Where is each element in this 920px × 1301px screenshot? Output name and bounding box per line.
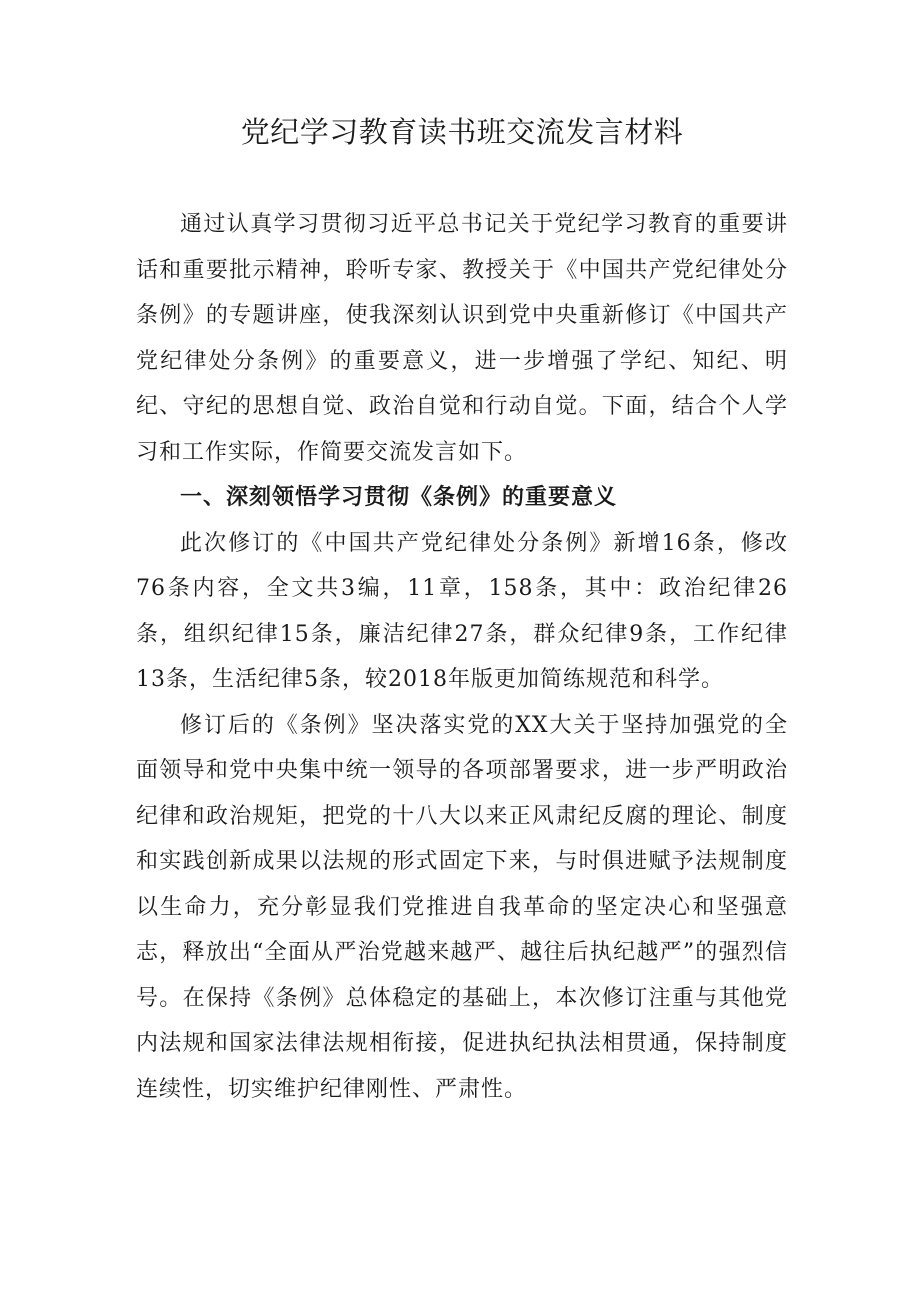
paragraph-intro: 通过认真学习贯彻习近平总书记关于党纪学习教育的重要讲话和重要批示精神，聆听专家、教授关于《中国共产党纪律处分条例》的专题讲座，使我深刻认识到党中央重新修订《中国共产党纪律处分条例》的重要意义，进一步增强了学纪、知纪、明纪、守纪的思想自觉、政治自觉和行动自觉。下面，结合个人学习和工作实际，作简要交流发言如下。	[136, 212, 788, 465]
document-title: 党纪学习教育读书班交流发言材料	[240, 115, 684, 149]
document-body	[136, 202, 788, 1112]
paragraph-revision-stats: 此次修订的《中国共产党纪律处分条例》新增16条，修改76条内容，全文共3编，11章，158条，其中：政治纪律26条，组织纪律15条，廉洁纪律27条，群众纪律9条，工作纪律13条，生活纪律5条，较2018年版更加简练规范和科学。	[136, 530, 788, 692]
paragraph-revision-significance: 修订后的《条例》坚决落实党的XX大关于坚持加强党的全面领导和党中央集中统一领导的各项部署要求，进一步严明政治纪律和政治规矩，把党的十八大以来正风肃纪反腐的理论、制度和实践创新成果以法规的形式固定下来，与时俱进赋予法规制度以生命力，充分彰显我们党推进自我革命的坚定决心和坚强意志，释放出“全面从严治党越来越严、越往后执纪越严”的强烈信号。在保持《条例》总体稳定的基础上，本次修订注重与其他党内法规和国家法律法规相衔接，促进执纪执法相贯通，保持制度连续性，切实维护纪律刚性、严肃性。	[136, 712, 788, 1102]
section-heading-1: 一、深刻领悟学习贯彻《条例》的重要意义	[180, 485, 618, 510]
